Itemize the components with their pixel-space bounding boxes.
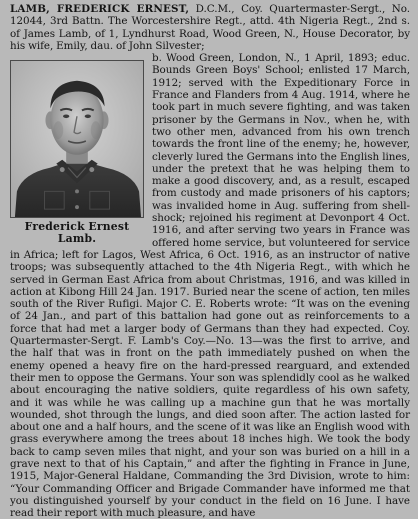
portrait-photo — [10, 60, 144, 218]
entry-body: b. Wood Green, London, N., 1 April, 1893; educ. Bounds Green Boys' School; enlisted 17 March, 1912; served with the Expeditionary Force in France and Flanders from 4 Aug. 1914, where he took part in much severe fighting, and was taken prisoner by the Germans in Nov., when he, with two other men, advanced from his own trench towards the front line of the enemy; he, however, cleverly lured the Germans into the English lines, under the pretext that he was helping them to make a good discovery, and, as a result, escaped from custody and made prisoners of his captors; was invalided home in Aug. suffering from shell-shock; rejoined his regiment at Devonport 4 Oct. 1916, and after serving two years in France was offered home service, but volunteered for service in Africa; left for Lagos, West Africa, 6 Oct. 1916, as an instructor of native troops; was subsequently attached to the 4th Nigeria Regt., with which he served in German East Africa from about Christmas, 1916, and was killed in action at Kibong Hill 24 Jan. 1917. Buried near the scene of action, ten miles south of the River Rufigi. Major C. E. Roberts wrote: “It was on the evening of 24 Jan., and part of this battalion had gone out as reinforcements to a force that had met a larger body of Germans than they had expected. Coy. Quartermaster-Sergt. F. Lamb's Coy.—No. 13—was the first to arrive, and the half that was in front on the path immediately pushed on when the enemy opened a heavy fire on the hard-pressed rearguard, and extended their men to oppose the Germans. Your son was splendidly cool as he walked about encouraging the native soldiers, quite regardless of his own safety, and it was while he was calling up a machine gun that he was mortally wounded, shot through the lungs, and died soon after. The action lasted for about one and a half hours, and the scene of it was like an English wood with grass everywhere among the trees about 18 inches high. We took the body back to camp seven miles that night, and your son was buried on a hill in a grave next to that of his Captain,” and after the fighting in France in June, 1915, Major-General Haldane, Commanding the 3rd Division, wrote to him: “Your Commanding Officer and Brigade Commander have informed me that you distinguished yourself by your conduct in the field on 16 June. I have read their report with much pleasure, and have — [10, 52, 410, 519]
entry-intro: D.C.M., Coy. Quartermaster-Sergt., No. 12044, 3rd Battn. The Worcestershire Regt., attd. 4th Nigeria Regt., 2nd s. of James Lamb, of 1, Lyndhurst Road, Wood Green, N., House Decorator, by his wife, Emily, dau. of John Silvester; — [10, 3, 410, 52]
portrait-caption: Frederick Ernest Lamb. — [24, 220, 130, 246]
entry-name: LAMB, FREDERICK ERNEST, — [10, 3, 190, 15]
entry-headline — [10, 3, 410, 52]
soldier-portrait-image — [11, 61, 143, 217]
